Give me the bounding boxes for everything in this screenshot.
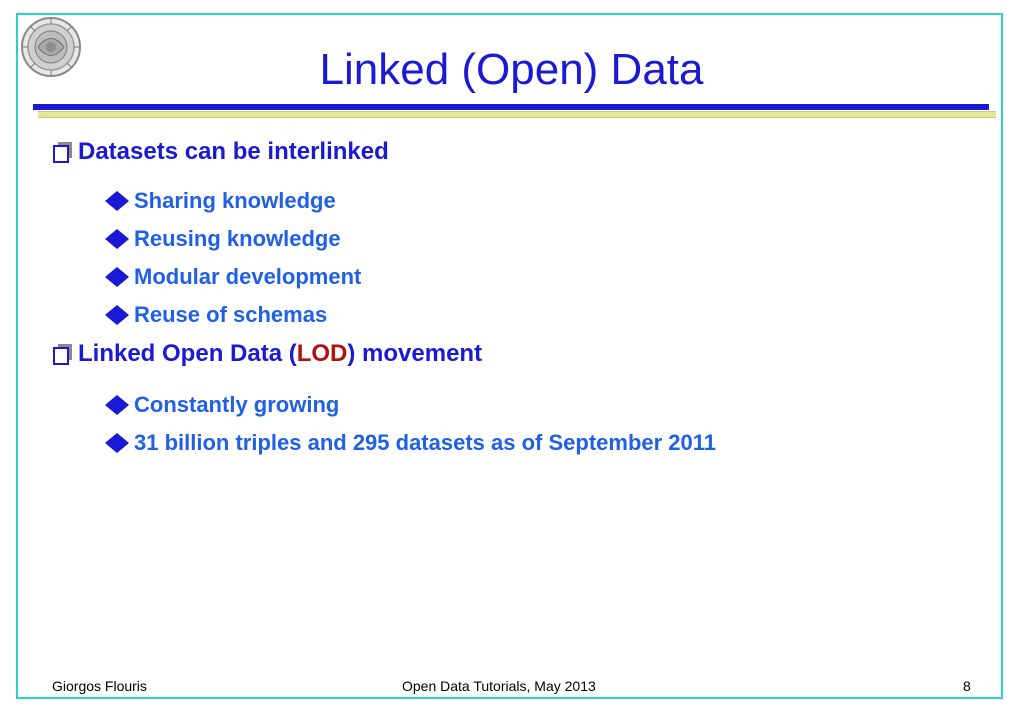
- bullet-text: Datasets can be interlinked: [78, 138, 389, 165]
- sub-bullet-sharing-knowledge: [104, 188, 336, 214]
- diamond-icon: [104, 228, 130, 250]
- sub-bullet-text: Sharing knowledge: [134, 188, 336, 213]
- sub-bullet-modular-development: [104, 264, 361, 290]
- slide-title: Linked (Open) Data: [319, 45, 704, 94]
- bullet-text-before: Linked Open Data (: [78, 340, 297, 367]
- diamond-icon: [104, 394, 130, 416]
- footer-page-number: 8: [963, 678, 971, 694]
- bullet-text-after: ) movement: [347, 340, 483, 367]
- bullet-datasets-interlinked: [52, 138, 389, 166]
- sub-bullet-31-billion-triples: [104, 430, 716, 456]
- diamond-icon: [104, 190, 130, 212]
- sub-bullet-reusing-knowledge: [104, 226, 341, 252]
- footer-author: Giorgos Flouris: [52, 678, 147, 694]
- sub-bullet-text: Modular development: [134, 264, 362, 289]
- lod-highlight: LOD: [296, 340, 348, 367]
- checkbox-square-icon: [52, 342, 74, 366]
- diamond-icon: [104, 304, 130, 326]
- sub-bullet-text: Reusing knowledge: [134, 226, 341, 251]
- sub-bullet-text: 31 billion triples and 295 datasets as of September 2011: [134, 430, 717, 455]
- sub-bullet-text: Constantly growing: [134, 392, 340, 417]
- diamond-icon: [104, 266, 130, 288]
- sub-bullet-text: Reuse of schemas: [134, 302, 328, 327]
- footer-event: Open Data Tutorials, May 2013: [402, 678, 596, 694]
- sub-bullet-constantly-growing: [104, 392, 339, 418]
- title-rule-blue: [33, 104, 989, 110]
- sub-bullet-reuse-of-schemas: [104, 302, 327, 328]
- title-rule-yellow: [38, 111, 996, 118]
- bullet-lod-movement: [52, 340, 482, 368]
- diamond-icon: [104, 432, 130, 454]
- checkbox-square-icon: [52, 140, 74, 164]
